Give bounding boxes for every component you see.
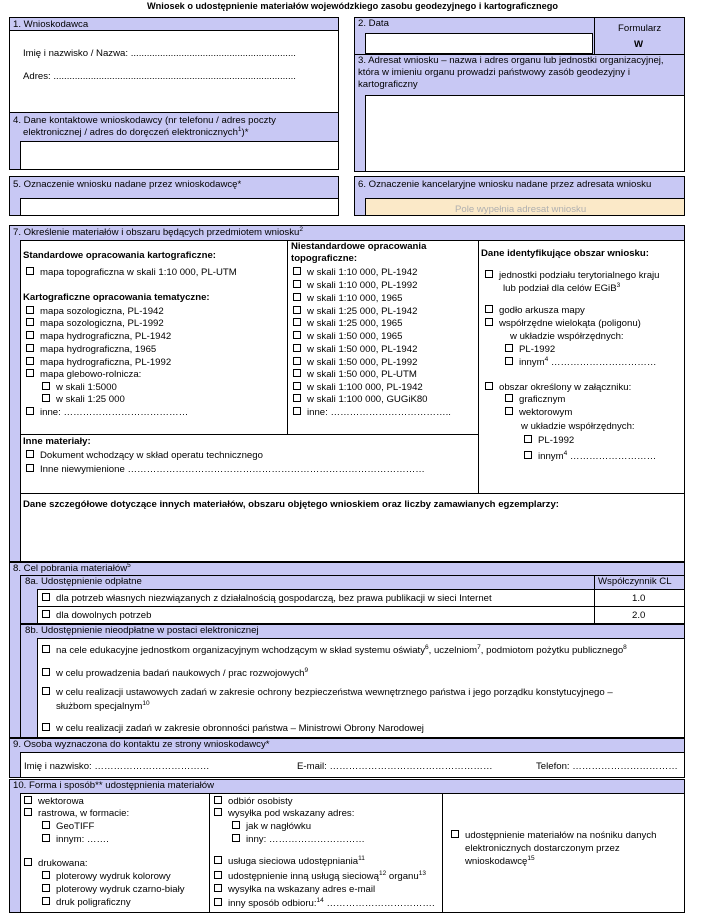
other-cartographic[interactable]: inne: ………………………………… bbox=[26, 407, 188, 419]
checkbox[interactable] bbox=[293, 293, 301, 301]
coefficient-divider bbox=[594, 575, 595, 624]
nonstd-item[interactable]: w skali 1:100 000, PL-1942 bbox=[293, 382, 423, 394]
checkbox[interactable] bbox=[214, 898, 222, 906]
checkbox[interactable] bbox=[42, 723, 50, 731]
checkbox[interactable] bbox=[42, 610, 50, 618]
delivery-item[interactable]: wysyłka na wskazany adres e-mail bbox=[214, 884, 375, 896]
them-title: Kartograficzne opracowania tematyczne: bbox=[23, 292, 210, 303]
area-attach[interactable]: obszar określony w załączniku: bbox=[485, 382, 631, 394]
form-code: W bbox=[634, 39, 644, 50]
checkbox[interactable] bbox=[42, 897, 50, 905]
std-title: Standardowe opracowania kartograficzne: bbox=[23, 250, 216, 261]
delivery-item[interactable]: udostępnienie inną usługą sieciową$^{12}$ organu$^{13}$ bbox=[214, 871, 426, 883]
delivery-item[interactable]: wysyłka pod wskazany adres: bbox=[214, 808, 354, 820]
area-vector-opt[interactable]: innym$^4$ ……………………… bbox=[524, 451, 656, 463]
section-2-header: 2. Data bbox=[358, 18, 389, 29]
section-8-header: 8. Cel pobrania materiałów$^5$ bbox=[13, 561, 131, 574]
free-row[interactable]: w celu realizacji ustawowych zadań w zakresie ochrony bezpieczeństwa wewnętrznego państwa i jego porządku konstytucyjnego – bbox=[42, 687, 613, 699]
format-sub-item[interactable]: innym: ……. bbox=[42, 834, 109, 846]
details-title: Dane szczegółowe dotyczące innych materiałów, obszaru objętego wnioskiem oraz liczby zamawianych egzemplarzy: bbox=[23, 499, 559, 510]
carrier-item[interactable]: udostępnienie materiałów na nośniku danych bbox=[451, 830, 656, 842]
other-materials-title: Inne materiały: bbox=[23, 436, 91, 447]
section-7-header: 7. Określenie materiałów i obszaru będących przedmiotem wniosku$^2$ bbox=[13, 225, 303, 238]
area-graphic[interactable]: graficznym bbox=[505, 394, 565, 406]
nonstd-item[interactable]: w skali 1:100 000, GUGiK80 bbox=[293, 394, 428, 406]
nonstd-title-line2: topograficzne: bbox=[291, 253, 358, 264]
checkbox[interactable] bbox=[293, 407, 301, 415]
checkbox[interactable] bbox=[24, 808, 32, 816]
format-sub-item[interactable]: GeoTIFF bbox=[42, 821, 94, 833]
print-sub-item[interactable]: ploterowy wydruk czarno-biały bbox=[42, 884, 185, 896]
checkbox[interactable] bbox=[451, 830, 459, 838]
checkbox[interactable] bbox=[26, 318, 34, 326]
area-vector-sys: w układzie współrzędnych: bbox=[521, 421, 635, 432]
free-row-line2: służbom specjalnym$^{10}$ bbox=[56, 699, 150, 712]
applicant-mark-field[interactable] bbox=[20, 198, 339, 216]
free-row[interactable]: w celu realizacji zadań w zakresie obronności państwa – Ministrowi Obrony Narodowej bbox=[42, 723, 424, 735]
checkbox[interactable] bbox=[26, 369, 34, 377]
nonstd-item[interactable]: w skali 1:25 000, PL-1942 bbox=[293, 306, 417, 318]
area-units[interactable]: jednostki podziału terytorialnego kraju bbox=[485, 270, 660, 282]
checkbox[interactable] bbox=[293, 331, 301, 339]
nonstd-item[interactable]: w skali 1:50 000, PL-1992 bbox=[293, 357, 417, 369]
other-material-item[interactable]: Inne niewymienione ………………………………………………………………………………… bbox=[26, 464, 425, 476]
them-item[interactable]: mapa hydrograficzna, PL-1942 bbox=[26, 331, 171, 343]
checkbox[interactable] bbox=[293, 357, 301, 365]
form-label: Formularz bbox=[618, 23, 662, 34]
nonstd-title-line1: Niestandardowe opracowania bbox=[291, 241, 427, 252]
checkbox[interactable] bbox=[485, 318, 493, 326]
coefficient-header: Współczynnik CL bbox=[598, 576, 672, 587]
ship-sub-item[interactable]: inny: ………………………… bbox=[232, 834, 365, 846]
s10-divider-2 bbox=[442, 793, 443, 913]
checkbox[interactable] bbox=[26, 450, 34, 458]
checkbox[interactable] bbox=[42, 668, 50, 676]
nonstd-item[interactable]: w skali 1:10 000, PL-1992 bbox=[293, 280, 417, 292]
area-poly-opt[interactable]: PL-1992 bbox=[505, 344, 555, 356]
delivery-item[interactable]: inny sposób odbioru:$^{14}$ ……………………………. bbox=[214, 898, 435, 910]
checkbox[interactable] bbox=[214, 856, 222, 864]
s10-divider-1 bbox=[209, 793, 210, 913]
glebowe-sub-item[interactable]: w skali 1:5000 bbox=[42, 382, 117, 394]
area-vector-opt[interactable]: PL-1992 bbox=[524, 435, 574, 447]
section-6-header: 6. Oznaczenie kancelaryjne wniosku nadane przez adresata wniosku bbox=[358, 179, 652, 190]
checkbox[interactable] bbox=[524, 435, 532, 443]
paid-row[interactable]: dla potrzeb własnych niezwiązanych z działalnością gospodarczą, bez prawa publikacji w sieci Internet bbox=[42, 593, 492, 605]
checkbox[interactable] bbox=[26, 464, 34, 472]
checkbox[interactable] bbox=[26, 357, 34, 365]
section-1-header: 1. Wnioskodawca bbox=[9, 17, 339, 31]
section-5-header: 5. Oznaczenie wniosku nadane przez wnioskodawcę* bbox=[13, 179, 242, 190]
area-sheet[interactable]: godło arkusza mapy bbox=[485, 305, 585, 317]
checkbox[interactable] bbox=[214, 796, 222, 804]
checkbox[interactable] bbox=[505, 344, 513, 352]
contact-phone-field[interactable]: Telefon: …………………………… bbox=[536, 761, 678, 772]
checkbox[interactable] bbox=[42, 394, 50, 402]
area-units-line2: lub podział dla celów EGiB$^3$ bbox=[503, 281, 621, 294]
checkbox[interactable] bbox=[42, 871, 50, 879]
paid-row-divider bbox=[37, 606, 685, 607]
applicant-address-field[interactable]: Adres: ........................................................................................... bbox=[23, 71, 296, 82]
checkbox[interactable] bbox=[293, 267, 301, 275]
addressee-field[interactable] bbox=[365, 95, 685, 172]
section-8a-header: 8a. Udostępnienie odpłatne bbox=[25, 576, 142, 587]
checkbox[interactable] bbox=[232, 834, 240, 842]
col-divider-1 bbox=[287, 240, 288, 434]
checkbox[interactable] bbox=[42, 834, 50, 842]
section-3-header: 3. Adresat wniosku – nazwa i adres organu lub jednostki organizacyjnej, która w imieniu organu prowadzi państwowy zasób geodezyjny i kartograficzny bbox=[358, 55, 664, 90]
checkbox[interactable] bbox=[293, 369, 301, 377]
paid-row-coefficient: 1.0 bbox=[632, 593, 646, 604]
checkbox[interactable] bbox=[26, 306, 34, 314]
them-item[interactable]: mapa sozologiczna, PL-1942 bbox=[26, 306, 164, 318]
area-poly-opt[interactable]: innym$^4$ …………………………… bbox=[505, 357, 656, 369]
std-item[interactable]: mapa topograficzna w skali 1:10 000, PL-UTM bbox=[26, 267, 237, 279]
paid-row-coefficient: 2.0 bbox=[632, 610, 646, 621]
nonstd-other[interactable]: inne: ……………………………….. bbox=[293, 407, 451, 419]
them-item[interactable]: mapa hydrograficzna, 1965 bbox=[26, 344, 156, 356]
checkbox[interactable] bbox=[42, 821, 50, 829]
checkbox[interactable] bbox=[26, 267, 34, 275]
row-divider-1 bbox=[20, 434, 478, 435]
checkbox[interactable] bbox=[214, 871, 222, 879]
applicant-name-field[interactable]: Imię i nazwisko / Nazwa: .............................................................. bbox=[23, 48, 296, 59]
checkbox[interactable] bbox=[524, 451, 532, 459]
area-title: Dane identyfikujące obszar wniosku: bbox=[481, 248, 649, 259]
format-item[interactable]: rastrowa, w formacie: bbox=[24, 808, 129, 820]
section-9-header: 9. Osoba wyznaczona do kontaktu ze strony wnioskodawcy* bbox=[13, 739, 270, 750]
checkbox[interactable] bbox=[42, 884, 50, 892]
section-8b-header: 8b. Udostępnienie nieodpłatne w postaci elektronicznej bbox=[25, 625, 259, 636]
nonstd-item[interactable]: w skali 1:10 000, 1965 bbox=[293, 293, 402, 305]
delivery-item[interactable]: usługa sieciowa udostępniania$^{11}$ bbox=[214, 856, 365, 868]
checkbox[interactable] bbox=[24, 858, 32, 866]
free-row[interactable]: na cele edukacyjne jednostkom organizacyjnym wchodzącym w skład systemu oświaty$^6$, uczelniom$^7$, podmiotom pożytku publicznego$^8$ bbox=[42, 645, 627, 657]
checkbox[interactable] bbox=[505, 407, 513, 415]
print-sub-item[interactable]: ploterowy wydruk kolorowy bbox=[42, 871, 171, 883]
checkbox[interactable] bbox=[293, 394, 301, 402]
carrier-item-line2: elektronicznych dostarczonym przez bbox=[465, 843, 620, 854]
glebowe-sub-item[interactable]: w skali 1:25 000 bbox=[42, 394, 125, 406]
nonstd-item[interactable]: w skali 1:50 000, PL-1942 bbox=[293, 344, 417, 356]
carrier-item-line3: wnioskodawcę$^{15}$ bbox=[465, 854, 535, 867]
them-item[interactable]: mapa glebowo-rolnicza: bbox=[26, 369, 141, 381]
checkbox[interactable] bbox=[485, 270, 493, 278]
format-item[interactable]: wektorowa bbox=[24, 796, 84, 808]
contact-email-field[interactable]: E-mail: …………………………………………… bbox=[297, 761, 493, 772]
free-row[interactable]: w celu prowadzenia badań naukowych / prac rozwojowych$^9$ bbox=[42, 668, 308, 680]
contact-field[interactable] bbox=[20, 141, 339, 170]
nonstd-item[interactable]: w skali 1:50 000, PL-UTM bbox=[293, 369, 417, 381]
checkbox[interactable] bbox=[42, 645, 50, 653]
checkbox[interactable] bbox=[293, 344, 301, 352]
checkbox[interactable] bbox=[42, 687, 50, 695]
checkbox[interactable] bbox=[505, 394, 513, 402]
section-1-applicant bbox=[9, 17, 339, 113]
contact-name-field[interactable]: Imię i nazwisko: ……………………………… bbox=[24, 761, 210, 772]
checkbox[interactable] bbox=[24, 796, 32, 804]
area-poly-line2: w układzie współrzędnych: bbox=[510, 331, 624, 342]
nonstd-item[interactable]: w skali 1:10 000, PL-1942 bbox=[293, 267, 417, 279]
date-field[interactable] bbox=[365, 33, 593, 54]
page-title: Wniosek o udostępnienie materiałów wojewódzkiego zasobu geodezyjnego i kartograficznego bbox=[147, 1, 558, 11]
checkbox[interactable] bbox=[293, 382, 301, 390]
checkbox[interactable] bbox=[42, 382, 50, 390]
nonstd-item[interactable]: w skali 1:50 000, 1965 bbox=[293, 331, 402, 343]
checkbox[interactable] bbox=[214, 884, 222, 892]
checkbox[interactable] bbox=[485, 382, 493, 390]
checkbox[interactable] bbox=[232, 821, 240, 829]
checkbox[interactable] bbox=[26, 344, 34, 352]
checkbox[interactable] bbox=[293, 280, 301, 288]
ship-sub-item[interactable]: jak w nagłówku bbox=[232, 821, 311, 833]
section-4-header-line1: 4. Dane kontaktowe wnioskodawcy (nr telefonu / adres poczty bbox=[13, 115, 276, 126]
checkbox[interactable] bbox=[485, 305, 493, 313]
delivery-item[interactable]: odbiór osobisty bbox=[214, 796, 293, 808]
paid-row[interactable]: dla dowolnych potrzeb bbox=[42, 610, 151, 622]
checkbox[interactable] bbox=[26, 407, 34, 415]
them-item[interactable]: mapa hydrograficzna, PL-1992 bbox=[26, 357, 171, 369]
checkbox[interactable] bbox=[505, 357, 513, 365]
print-sub-item[interactable]: druk poligraficzny bbox=[42, 897, 131, 909]
format-item[interactable]: drukowana: bbox=[24, 858, 88, 870]
checkbox[interactable] bbox=[293, 318, 301, 326]
section-4-header-line2: elektronicznej / adres do doręczeń elektronicznych$^1$)* bbox=[23, 125, 249, 138]
them-item[interactable]: mapa sozologiczna, PL-1992 bbox=[26, 318, 164, 330]
area-poly[interactable]: współrzędne wielokąta (poligonu) bbox=[485, 318, 641, 330]
office-mark-placeholder: Pole wypełnia adresat wniosku bbox=[455, 204, 587, 215]
row-divider-2 bbox=[20, 493, 685, 494]
checkbox[interactable] bbox=[26, 331, 34, 339]
checkbox[interactable] bbox=[42, 593, 50, 601]
section-10-header: 10. Forma i sposób** udostępnienia materiałów bbox=[13, 780, 215, 791]
checkbox[interactable] bbox=[214, 808, 222, 816]
area-vector[interactable]: wektorowym bbox=[505, 407, 572, 419]
checkbox[interactable] bbox=[293, 306, 301, 314]
other-material-item[interactable]: Dokument wchodzący w skład operatu technicznego bbox=[26, 450, 263, 462]
nonstd-item[interactable]: w skali 1:25 000, 1965 bbox=[293, 318, 402, 330]
col-divider-2 bbox=[478, 240, 479, 493]
